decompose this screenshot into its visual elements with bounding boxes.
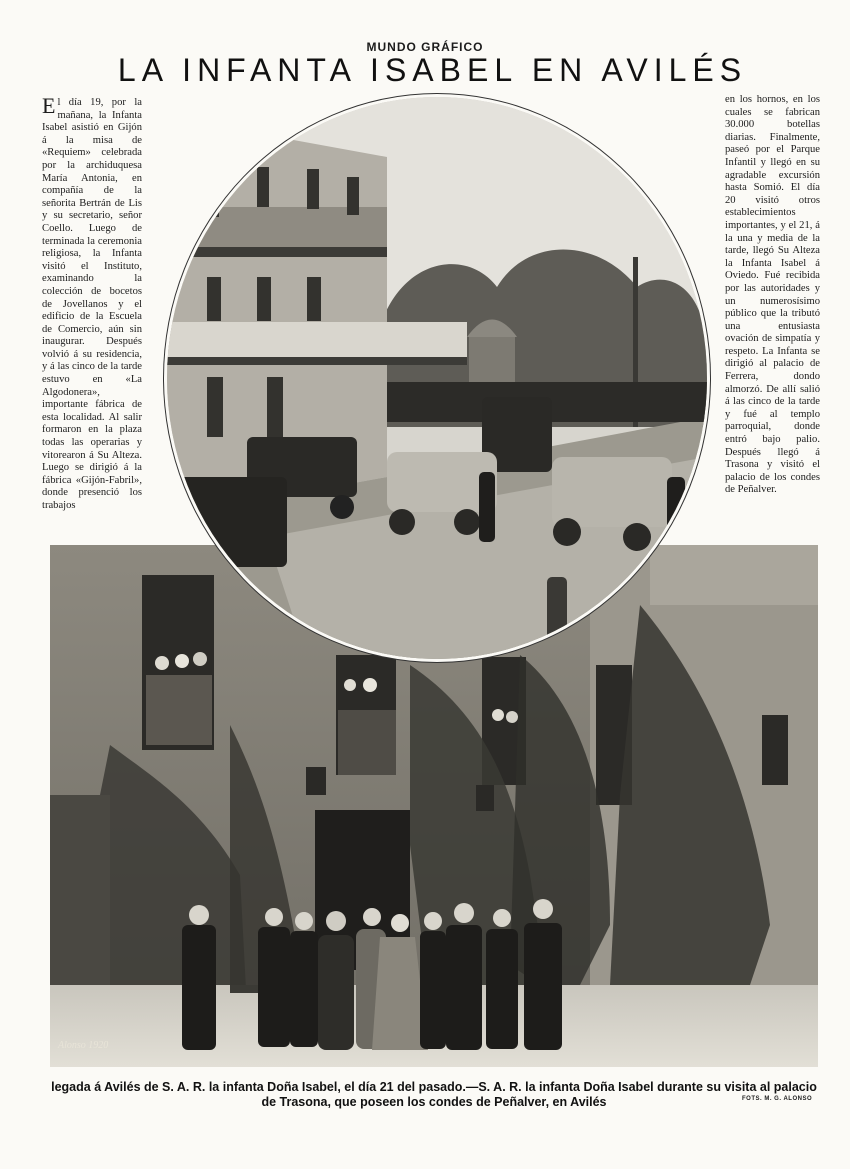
masthead: MUNDO GRÁFICO [366,40,484,54]
article-left-column [42,93,142,513]
article-right-column: en los hornos, en los cuales se fabrican 30.000 botellas diarias. Finalmente, paseó por el Parque Infantil y llegó en su agradable excursión hasta Somió. El día 20 visitó otros establecimientos importantes, y el 21, á la una y media de la tarde, llegó Su Alteza la Infanta Isabel á Oviedo. Fué recibida por las autoridades y un numerosísimo público que la tributó una entusiasta ovación de simpatía y respeto. La Infanta se dirigió al palacio de Ferrera, dondo almorzó. De allí salió á las cinco de la tarde y fué al templo parroquial, donde entró bajo palio. Después llegó á Trasona y visitó el palacio de los condes de Peñalver. [725,94,820,496]
photo-arrival-aviles [164,94,710,662]
left-column-text: l día 19, por la mañana, la Infanta Isabel asistió en Gijón á la misa de «Requiem» celebrada por la archiduquesa María Antonia, en compañía de la señorita Bertrán de Lis y su secretario, señor Coello. Luego de terminada la ceremonia religiosa, la Infanta visitó el Instituto, examinando la colección de bocetos de Jovellanos y el edificio de la Escuela de Comercio, aún sin inaugurar. Después volvió á su residencia, y á las cinco de la tarde estuvo en «La Algodonera», importante fábrica de esta localidad. Al salir formaron en la plaza todas las operarias y vitorearon á Su Alteza. Luego se dirigió á la fábrica «Gijón-Fabril», donde presenció los trabajos [42,97,142,511]
photo-caption: legada á Avilés de S. A. R. la infanta Doña Isabel, el día 21 del pasado.—S. A. R. la infanta Doña Isabel durante su visita al palacio de Trasona, que poseen los condes de Peñalver, en Avilés [51,1080,817,1109]
dropcap: E [42,93,56,118]
photo-credit: FOTS. M. G. ALONSO [742,1096,813,1102]
photographer-signature: Alonso 1920 [58,1040,109,1051]
headline: LA INFANTA ISABEL EN AVILÉS [117,52,748,88]
